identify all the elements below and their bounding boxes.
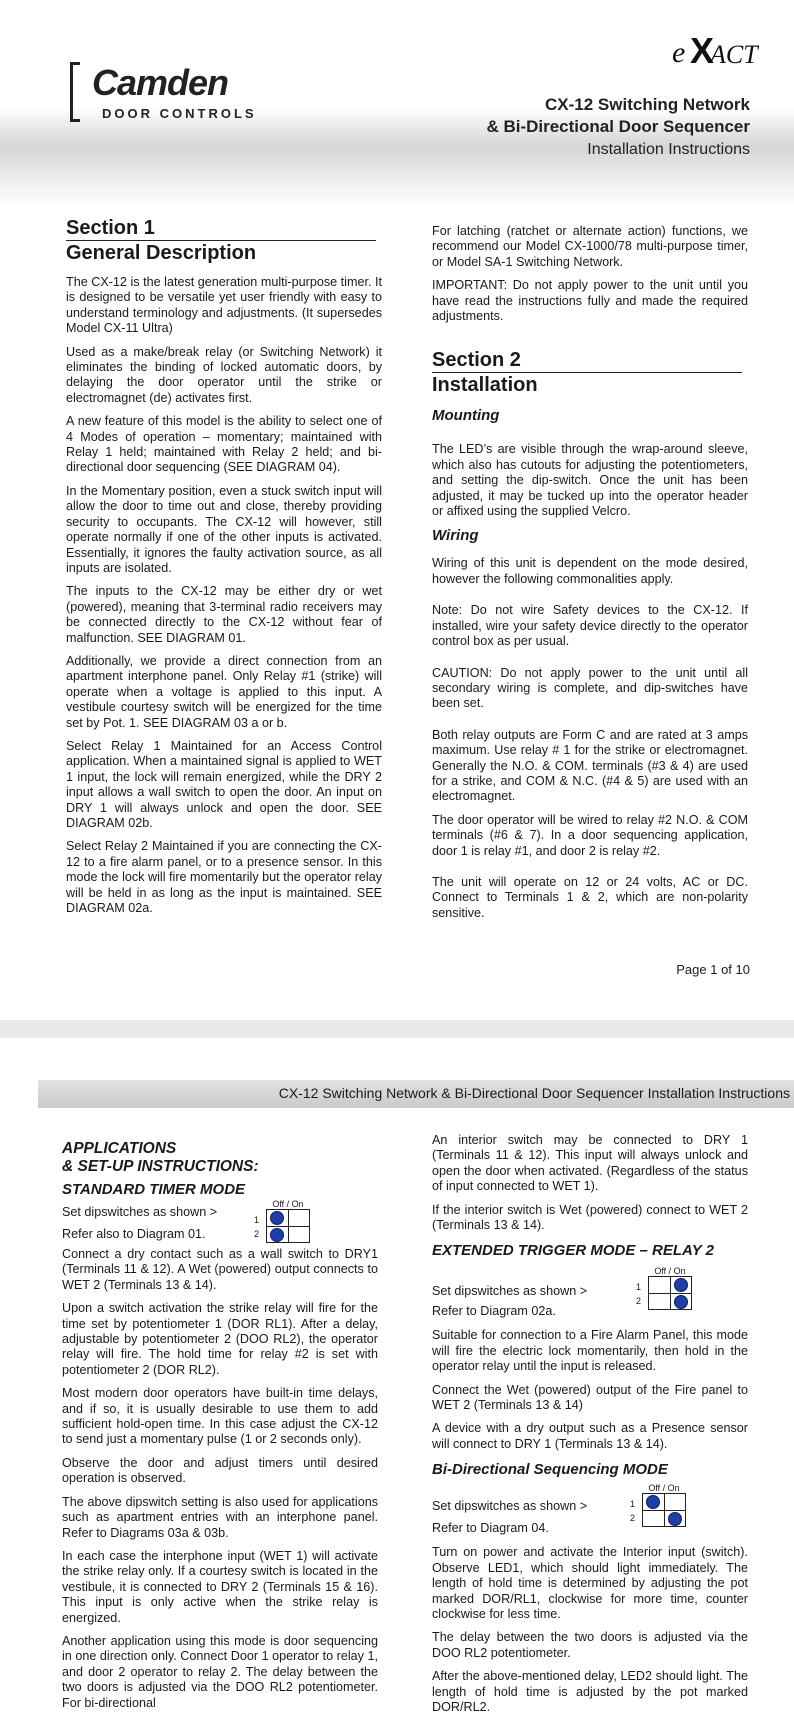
dip-2-on-dot	[674, 1295, 688, 1309]
exact-logo	[668, 26, 758, 72]
logo-brand: Camden	[92, 62, 229, 103]
dip-grid-divider	[649, 1293, 691, 1294]
paragraph: Most modern door operators have built-in time delays, and if so, it is usually desirable to use them to add sufficient hold-open time. In this case adjust the CX-12 to send just a momentary pulse (1 or 2 seconds only).	[62, 1386, 378, 1447]
paragraph: Another application using this mode is door sequencing in one direction only. Connect Door 1 operator to relay 1, and door 2 operator to relay 2. The delay between the two doors is adjusted via the DOO RL2 potentiometer. For bi-directional	[62, 1633, 378, 1710]
dip-off-on-label: Off / On	[272, 1199, 304, 1209]
paragraph: In the Momentary position, even a stuck switch input will allow the door to time out and close, thereby providing security to occupants. The CX-12 will however, still operate normally if one of the other inputs is activated. Essentially, it ignores the faulty activation source, as all inputs are isolated.	[66, 483, 382, 575]
page-2	[0, 1038, 794, 1732]
paragraph: Connect a dry contact such as a wall switch to DRY1 (Terminals 11 & 12). A Wet (powered) output connects to WET 2 (Terminals 13 & 14).	[62, 1247, 378, 1292]
p2-left-column	[62, 1140, 378, 1719]
paragraph: If the interior switch is Wet (powered) connect to WET 2 (Terminals 13 & 14).	[432, 1202, 748, 1233]
extended-dip-row	[432, 1266, 748, 1319]
dip-off-on-label: Off / On	[648, 1483, 680, 1494]
dip-row-2-label: 2	[630, 1513, 636, 1524]
paragraph: For latching (ratchet or alternate action) functions, we recommend our Model CX-1000/78 multi-purpose timer, or Model SA-1 Switching Network.	[432, 224, 748, 269]
dip-switch-diagram	[630, 1485, 690, 1529]
logo-bracket	[70, 62, 80, 122]
set-dip-label: Set dipswitches as shown >	[432, 1284, 588, 1299]
bidirectional-dip-row	[432, 1483, 748, 1536]
dip-off-on-label: Off / On	[654, 1266, 686, 1277]
paragraph: Observe the door and adjust timers until desired operation is observed.	[62, 1455, 378, 1486]
refer-label: Refer also to Diagram 01.	[62, 1227, 206, 1241]
right-column	[432, 224, 748, 929]
wiring-heading: Wiring	[432, 527, 479, 545]
paragraph: After the above-mentioned delay, LED2 should light. The length of hold time is adjusted by the pot marked DOR/RL2.	[432, 1669, 748, 1714]
dip-row-1-label: 1	[636, 1282, 642, 1293]
dip-1-on-dot	[674, 1278, 688, 1292]
paragraph: Select Relay 1 Maintained for an Access Control application. When a maintained signal is applied to WET 1 input, the lock will remain energized, while the DRY 2 input allows a wall switch to open the door. An input on DRY 1 will always unlock and open the door. SEE DIAGRAM 02b.	[66, 738, 382, 830]
dip-1-off-dot	[270, 1211, 284, 1225]
refer-label: Refer to Diagram 02a.	[432, 1304, 556, 1319]
page-2-header	[38, 1080, 794, 1108]
dip-switch-diagram	[254, 1201, 314, 1245]
dip-row-1-label: 1	[254, 1215, 260, 1225]
title-line-2: & Bi-Directional Door Sequencer	[486, 117, 750, 136]
paragraph: Suitable for connection to a Fire Alarm Panel, this mode will fire the electric lock momentarily, then hold in the operator relay until the input is released.	[432, 1328, 748, 1374]
document-title	[486, 94, 750, 162]
dip-1-off-dot	[646, 1495, 660, 1509]
p2-right-column	[432, 1133, 748, 1723]
set-dip-label: Set dipswitches as shown >	[432, 1499, 588, 1514]
page-gap	[0, 1020, 794, 1038]
dip-grid	[648, 1276, 692, 1310]
dip-2-off-dot	[270, 1228, 284, 1242]
logo-subtitle: DOOR CONTROLS	[102, 106, 257, 121]
paragraph: A new feature of this model is the ability to select one of 4 Modes of operation – momentary; maintained with Relay 1 held; maintained with Relay 2 held; and bi-directional door sequencing (SEE DIAGRAM 04).	[66, 414, 382, 475]
mounting-heading: Mounting	[432, 407, 500, 425]
paragraph: Select Relay 2 Maintained if you are connecting the CX-12 to a fire alarm panel, or to a presence sensor. In this mode the lock will fire momentarily but the operator relay will be held in as long as the input is maintained. SEE DIAGRAM 02a.	[66, 839, 382, 916]
dip-grid	[642, 1493, 686, 1527]
dip-switch-diagram	[636, 1268, 696, 1312]
paragraph: The CX-12 is the latest generation multi-purpose timer. It is designed to be versatile yet user friendly with easy to understand terminology and adjustments. (It supersedes Model CX-11 Ultra)	[66, 275, 382, 336]
section-1-title: General Description	[66, 242, 257, 264]
paragraph: An interior switch may be connected to DRY 1 (Terminals 11 & 12). This input will always unlock and open the door when activated. (Regardless of the status of input connected to WET 1).	[432, 1133, 748, 1194]
dip-row-1-label: 1	[630, 1499, 636, 1510]
paragraph: The door operator will be wired to relay #2 N.O. & COM terminals (#6 & 7). In a door sequencing application, door 1 is relay #1, and door 2 is relay #2.	[432, 812, 748, 858]
important-note: IMPORTANT: Do not apply power to the unit until you have read the instructions fully and made the required adjustments.	[432, 278, 748, 324]
exact-logo-e: e	[672, 36, 686, 69]
extended-mode-title: EXTENDED TRIGGER MODE – RELAY 2	[432, 1242, 714, 1260]
title-line-1: CX-12 Switching Network	[545, 95, 750, 114]
camden-logo	[70, 62, 290, 124]
paragraph: The LED’s are visible through the wrap-around sleeve, which also has cutouts for adjusting the potentiometers, and setting the dip-switch. Once the unit has been adjusted, it may be tucked up into the operator header or affixed using the supplied Velcro.	[432, 442, 748, 519]
applications-title: APPLICATIONS	[62, 1140, 177, 1157]
paragraph: In each case the interphone input (WET 1) will activate the strike relay only. If a courtesy switch is located in the vestibule, it is connected to DRY 2 (Terminals 15 & 16). This input is only active when the strike relay is energized.	[62, 1548, 378, 1625]
caution-paragraph: CAUTION: Do not apply power to the unit until all secondary wiring is complete, and dip-switches have been set.	[432, 665, 748, 711]
dip-row-2-label: 2	[254, 1229, 260, 1239]
paragraph: Both relay outputs are Form C and are rated at 3 amps maximum. Use relay # 1 for the strike or electromagnet. Generally the N.O. & COM. terminals (#3 & 4) are used for a strike, and COM & N.C. (#4 & 5) are used with an electromagnet.	[432, 727, 748, 804]
left-column	[66, 216, 382, 924]
dip-grid-divider	[267, 1226, 309, 1227]
paragraph: Used as a make/break relay (or Switching Network) it eliminates the binding of locked automatic doors, by delaying the door operator until the strike or electromagnet (de) activates first.	[66, 344, 382, 405]
paragraph: A device with a dry output such as a Presence sensor will connect to DRY 1 (Terminals 13 & 14).	[432, 1421, 748, 1451]
dip-grid	[266, 1209, 310, 1243]
paragraph: The above dipswitch setting is also used for applications such as apartment entries with an interphone panel. Refer to Diagrams 03a & 03b.	[62, 1494, 378, 1540]
refer-label: Refer to Diagram 04.	[432, 1521, 549, 1536]
bidirectional-mode-title: Bi-Directional Sequencing MODE	[432, 1461, 668, 1479]
exact-logo-x: X	[690, 30, 715, 71]
exact-logo-act: ACT	[710, 40, 758, 69]
set-dip-label: Set dipswitches as shown >	[62, 1205, 218, 1219]
section-1-label: Section 1	[66, 216, 382, 241]
dip-2-on-dot	[668, 1512, 682, 1526]
paragraph: Connect the Wet (powered) output of the Fire panel to WET 2 (Terminals 13 & 14)	[432, 1382, 748, 1413]
applications-title-2: & SET-UP INSTRUCTIONS:	[62, 1158, 259, 1175]
page-2-header-text: CX-12 Switching Network & Bi-Directional Door Sequencer Installation Instructions	[278, 1085, 790, 1101]
paragraph: The inputs to the CX-12 may be either dry or wet (powered), meaning that 3-terminal radio receivers may be connected directly to the CX-12 without fear of malfunction. SEE DIAGRAM 01.	[66, 584, 382, 645]
dip-row-2-label: 2	[636, 1296, 642, 1307]
paragraph: Upon a switch activation the strike relay will fire for the time set by potentiometer 1 (DOR RL1). After a delay, adjustable by potentiometer 2 (DOO RL2), the operator relay will fire. The hold time for relay #2 is set with potentiometer 2 (DOR RL2).	[62, 1301, 378, 1377]
standard-dip-row	[62, 1199, 378, 1243]
standard-mode-title: STANDARD TIMER MODE	[62, 1181, 246, 1198]
title-line-3: Installation Instructions	[587, 141, 750, 158]
section-2-title: Installation	[432, 374, 538, 397]
page-number: Page 1 of 10	[676, 962, 750, 977]
dip-grid-divider	[643, 1510, 685, 1511]
paragraph: Additionally, we provide a direct connection from an apartment interphone panel. Only Relay #1 (strike) will operate when a voltage is applied to this input. A vestibule courtesy switch will be energized for the time set by Pot. 1. SEE DIAGRAM 03 a or b.	[66, 653, 382, 730]
paragraph: The unit will operate on 12 or 24 volts, AC or DC. Connect to Terminals 1 & 2, which are non-polarity sensitive.	[432, 874, 748, 920]
note-paragraph: Note: Do not wire Safety devices to the CX-12. If installed, wire your safety device directly to the operator control box as per usual.	[432, 603, 748, 649]
paragraph: The delay between the two doors is adjusted via the DOO RL2 potentiometer.	[432, 1630, 748, 1660]
paragraph: Wiring of this unit is dependent on the mode desired, however the following commonalities apply.	[432, 556, 748, 586]
paragraph: Turn on power and activate the Interior input (switch). Observe LED1, which should light immediately. The length of hold time is determined by adjusting the pot marked DOR/RL1, clockwise for more time, counter clockwise for less time.	[432, 1545, 748, 1621]
section-2-label: Section 2	[432, 348, 748, 373]
